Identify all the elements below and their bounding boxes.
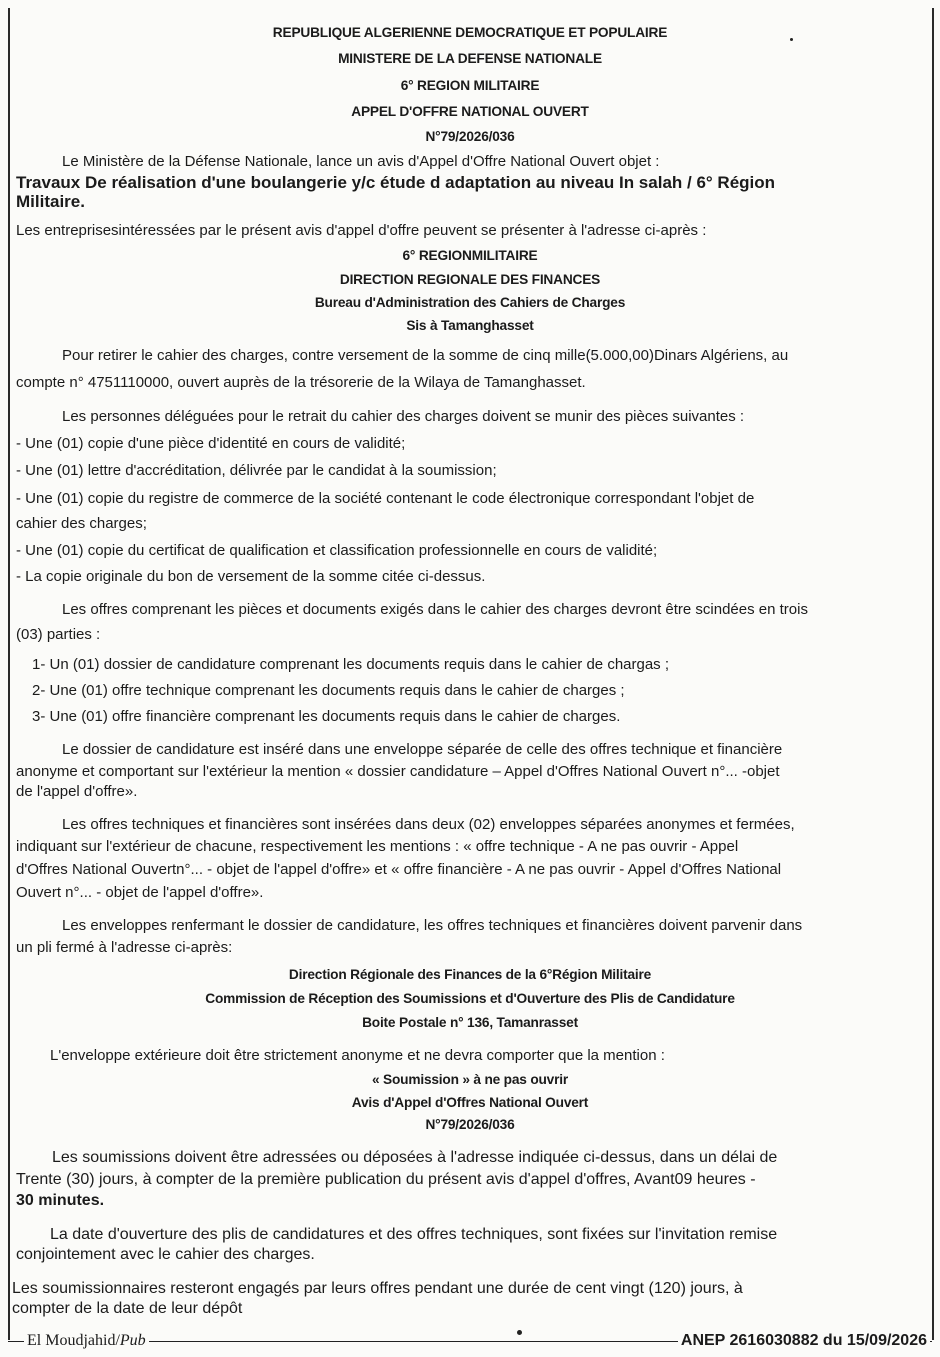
dossier-line-2: anonyme et comportant sur l'extérieur la mention « dossier candidature – Appel d'Offres National Ouvert n°... -objet	[16, 763, 780, 780]
object-line-2: Militaire.	[16, 192, 85, 211]
delivery-line-2: un pli fermé à l'adresse ci-après:	[16, 939, 233, 956]
envelopes-line-1: Les offres techniques et financières sont insérées dans deux (02) enveloppes séparées anonymes et fermées,	[62, 816, 795, 833]
left-border-rule	[8, 8, 10, 1340]
outer-notice-title: Avis d'Appel d'Offres National Ouvert	[351, 1094, 589, 1110]
document-item: - Une (01) copie du certificat de qualification et classification professionnelle en cours de validité;	[16, 542, 658, 559]
outer-envelope-text: L'enveloppe extérieure doit être strictement anonyme et ne devra comporter que la mention :	[50, 1047, 665, 1064]
footer-source-name: El Moudjahid/	[27, 1332, 120, 1349]
offer-part-item: 2- Une (01) offre technique comprenant les documents requis dans le cahier de charges ;	[32, 682, 625, 699]
header-tender-number: N°79/2026/036	[425, 128, 515, 144]
opening-line-2: conjointement avec le cahier des charges.	[16, 1246, 315, 1263]
intro-text: Le Ministère de la Défense Nationale, lance un avis d'Appel d'Offre National Ouvert objet :	[62, 153, 660, 170]
address-intro: Les entreprisesintéressées par le présent avis d'appel d'offre peuvent se présenter à l'adresse ci-après :	[16, 222, 707, 239]
address1-region: 6° REGIONMILITAIRE	[402, 247, 538, 263]
payment-line-2: compte n° 4751110000, ouvert auprès de la trésorerie de la Wilaya de Tamanghasset.	[16, 374, 586, 391]
payment-line-1: Pour retirer le cahier des charges, contre versement de la somme de cinq mille(5.000,00)Dinars Algériens, au	[62, 347, 789, 364]
address2-postbox: Boite Postale n° 136, Tamanrasset	[362, 1014, 578, 1030]
address2-direction: Direction Régionale des Finances de la 6°Région Militaire	[288, 966, 652, 982]
envelopes-line-3: d'Offres National Ouvertn°... - objet de l'appel d'offre» et « offre financière - A ne pas ouvrir - Appel d'Offres National	[16, 861, 782, 878]
document-item: - Une (01) lettre d'accréditation, délivrée par le candidat à la soumission;	[16, 462, 497, 479]
dossier-line-3: de l'appel d'offre».	[16, 783, 138, 800]
address2-commission: Commission de Réception des Soumissions et d'Ouverture des Plis de Candidature	[205, 990, 735, 1006]
offers-line-2: (03) parties :	[16, 626, 101, 643]
address1-bureau: Bureau d'Administration des Cahiers de Charges	[314, 294, 626, 310]
deadline-line-3: 30 minutes.	[16, 1192, 105, 1209]
offer-part-item: 1- Un (01) dossier de candidature comprenant les documents requis dans le cahier de chargas ;	[32, 656, 670, 673]
header-region: 6° REGION MILITAIRE	[400, 77, 540, 93]
document-item: - La copie originale du bon de versement de la somme citée ci-dessus.	[16, 568, 486, 585]
header-tender-type: APPEL D'OFFRE NATIONAL OUVERT	[351, 103, 589, 119]
offer-part-item: 3- Une (01) offre financière comprenant les documents requis dans le cahier de charges.	[32, 708, 621, 725]
footer	[0, 1330, 940, 1354]
right-border-rule	[932, 8, 934, 1340]
delivery-line-1: Les enveloppes renfermant le dossier de candidature, les offres techniques et financières doivent parvenir dans	[62, 917, 803, 934]
deadline-line-1: Les soumissions doivent être adressées ou déposées à l'adresse indiquée ci-dessus, dans un délai de	[52, 1149, 778, 1166]
document-item: - Une (01) copie du registre de commerce de la société contenant le code électronique correspondant l'objet de	[16, 490, 755, 507]
opening-line-1: La date d'ouverture des plis de candidatures et des offres techniques, sont fixées sur l'invitation remise	[50, 1226, 778, 1243]
address1-location: Sis à Tamanghasset	[406, 317, 534, 333]
footer-source	[24, 1331, 149, 1351]
object-line-1: Travaux De réalisation d'une boulangerie y/c étude d adaptation au niveau In salah / 6° Région	[16, 173, 776, 192]
outer-mention: « Soumission » à ne pas ouvrir	[372, 1071, 568, 1087]
document-item: - Une (01) copie d'une pièce d'identité en cours de validité;	[16, 435, 406, 452]
offers-line-1: Les offres comprenant les pièces et documents exigés dans le cahier des charges devront être scindées en trois	[62, 601, 808, 618]
footer-source-type: Pub	[119, 1332, 146, 1349]
validity-line-1: Les soumissionnaires resteront engagés par leurs offres pendant une durée de cent vingt (120) jours, à	[12, 1280, 743, 1297]
validity-line-2: compter de la date de leur dépôt	[12, 1300, 243, 1317]
header-republic: REPUBLIQUE ALGERIENNE DEMOCRATIQUE ET POPULAIRE	[272, 24, 668, 40]
document-item-continued: cahier des charges;	[16, 515, 147, 532]
outer-notice-number: N°79/2026/036	[425, 1116, 515, 1132]
footer-anep-reference: ANEP 2616030882 du 15/09/2026	[678, 1331, 930, 1351]
envelopes-line-2: indiquant sur l'extérieur de chacune, respectivement les mentions : « offre technique - A ne pas ouvrir - Appel	[16, 838, 739, 855]
deadline-line-2-text: Trente (30) jours, à compter de la première publication du présent avis d'appel d'offres, Avant09 heures -	[16, 1171, 756, 1188]
dossier-line-1: Le dossier de candidature est inséré dans une enveloppe séparée de celle des offres technique et financière	[62, 741, 783, 758]
address1-direction: DIRECTION REGIONALE DES FINANCES	[339, 271, 601, 287]
deadline-line-2	[16, 1170, 756, 1190]
envelopes-line-4: Ouvert n°... - objet de l'appel d'offre».	[16, 884, 264, 901]
ink-speck	[790, 38, 793, 41]
documents-intro: Les personnes déléguées pour le retrait du cahier des charges doivent se munir des pièces suivantes :	[62, 408, 745, 425]
header-ministry: MINISTERE DE LA DEFENSE NATIONALE	[338, 50, 602, 66]
